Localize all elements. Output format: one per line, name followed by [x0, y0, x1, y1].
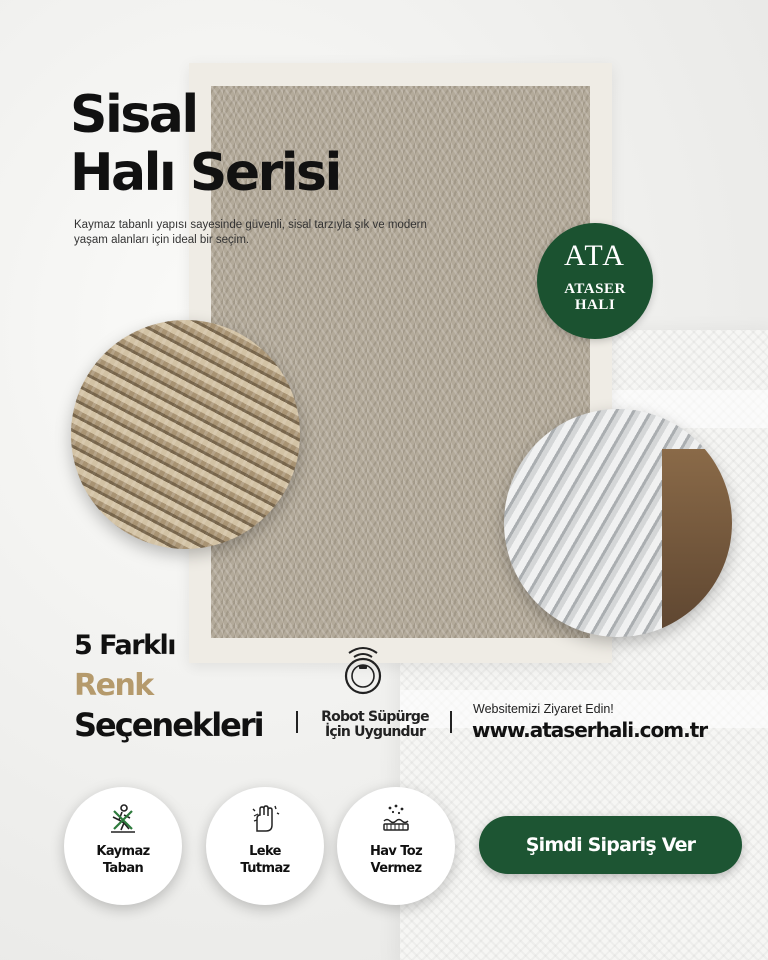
robot-compatible-text [310, 710, 440, 740]
website-label: Websitemizi Ziyaret Edin! [473, 702, 614, 716]
robot-line1: Robot Süpürge [321, 709, 429, 725]
feature-stain-resistant [206, 787, 324, 905]
stain-wipe-icon [249, 803, 281, 835]
divider [450, 711, 452, 733]
anti-slip-icon [107, 803, 139, 835]
feature-line1: Hav Toz [369, 844, 423, 859]
page-title [70, 86, 340, 202]
white-texture-closeup [504, 409, 732, 637]
title-line1: Sisal [70, 85, 197, 145]
robot-line2: İçin Uygundur [324, 724, 426, 740]
feature-label [345, 843, 447, 877]
title-line2: Halı Serisi [70, 143, 340, 203]
logo-monogram: ATA [564, 239, 626, 272]
feature-line2: Tutmaz [240, 861, 290, 876]
product-description: Kaymaz tabanlı yapısı sayesinde güvenli, sisal tarzıyla şık ve modern yaşam alanları için ideal bir seçim. [74, 219, 427, 246]
logo-wordmark [537, 281, 653, 313]
no-dust-icon [380, 803, 412, 835]
feature-label [214, 843, 316, 877]
order-now-button[interactable]: Şimdi Sipariş Ver [479, 816, 742, 874]
feature-line1: Kaymaz [96, 844, 150, 859]
feature-no-dust [337, 787, 455, 905]
brand-logo[interactable] [537, 223, 653, 339]
feature-line2: Vermez [370, 861, 422, 876]
website-url[interactable]: www.ataserhali.com.tr [472, 718, 708, 742]
feature-line1: Leke [249, 844, 281, 859]
logo-name-line1: ATASER [564, 281, 626, 297]
feature-anti-slip [64, 787, 182, 905]
beige-texture-closeup [71, 320, 300, 549]
wood-floor [662, 449, 732, 637]
feature-line2: Taban [102, 861, 144, 876]
logo-name-line2: HALI [574, 297, 616, 313]
feature-label [72, 843, 174, 877]
color-options-line1: 5 Farklı [74, 630, 176, 661]
color-options-line3: Seçenekleri [74, 706, 263, 744]
divider [296, 711, 298, 733]
robot-vacuum-icon [337, 644, 389, 696]
color-options-line2: Renk [74, 668, 153, 703]
